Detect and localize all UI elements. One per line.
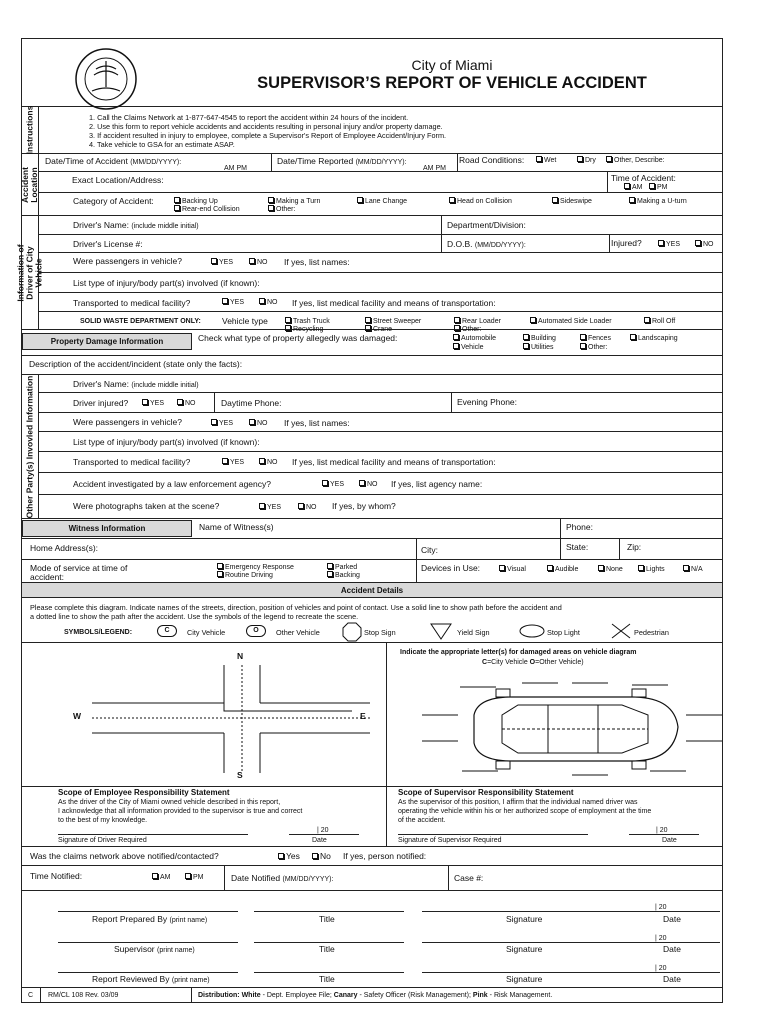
- supervisor-scope-text: of the accident.: [398, 817, 446, 824]
- year-prefix: | 20: [655, 904, 667, 911]
- instructions-section: [22, 107, 722, 154]
- passengers-no-checkbox[interactable]: NO: [249, 258, 268, 268]
- yield-sign-icon: [430, 623, 452, 640]
- property-question: Check what type of property allegedly was damaged:: [198, 333, 398, 343]
- divider: [22, 987, 722, 988]
- pedestrian-legend: Pedestrian: [634, 628, 669, 637]
- cat-sideswipe-checkbox[interactable]: Sideswipe: [552, 197, 592, 207]
- passengers-yes-checkbox[interactable]: YES: [211, 258, 233, 268]
- instruction-item: 3. If accident resulted in injury to employee, complete a Supervisor's Report of Employee Accident/Injury Form.: [89, 131, 447, 140]
- diagram-instructions-2: a dotted line to show the path after the accident. Use the symbols of the legend to recreate the scene.: [30, 612, 359, 621]
- print-name-line[interactable]: [58, 942, 238, 943]
- divider: [619, 539, 620, 559]
- divider: [416, 560, 417, 582]
- date-line[interactable]: [630, 972, 720, 973]
- prop-utilities-checkbox[interactable]: Utilities: [523, 343, 554, 353]
- law-no-checkbox[interactable]: NO: [359, 480, 378, 490]
- stop-light-icon: [519, 624, 545, 638]
- signature-line[interactable]: [422, 972, 630, 973]
- mode-backing-checkbox[interactable]: Backing: [327, 571, 360, 581]
- damage-instructions: Indicate the appropriate letter(s) for damaged areas on vehicle diagram: [400, 649, 637, 656]
- department-field[interactable]: Department/Division:: [447, 220, 526, 230]
- am-pm-label: AM PM: [423, 165, 446, 172]
- prop-vehicle-checkbox[interactable]: Vehicle: [453, 343, 484, 353]
- title-line[interactable]: [254, 972, 404, 973]
- property-section: [22, 330, 722, 356]
- category-label: Category of Accident:: [73, 196, 154, 206]
- injured-yes-checkbox[interactable]: YES: [658, 240, 680, 250]
- mode-emergency-checkbox[interactable]: Emergency Response: [217, 563, 294, 573]
- cat-backing-up-checkbox[interactable]: Backing Up: [174, 197, 218, 207]
- form-header: [22, 39, 722, 107]
- vt-street-sweeper-checkbox[interactable]: Street Sweeper: [365, 317, 421, 327]
- divider: [386, 642, 387, 786]
- law-yes-checkbox[interactable]: YES: [322, 480, 344, 490]
- other-passengers-yes-checkbox[interactable]: YES: [211, 419, 233, 429]
- date-line[interactable]: [629, 834, 699, 835]
- datetime-row: [39, 154, 722, 172]
- description-field[interactable]: Description of the accident/incident (state only the facts):: [29, 359, 243, 369]
- address-row: [22, 539, 722, 560]
- cat-other-checkbox[interactable]: Other:: [268, 205, 295, 215]
- year-prefix: | 20: [655, 935, 667, 942]
- home-address-field[interactable]: Home Address(s):: [30, 543, 99, 553]
- divider: [607, 172, 608, 192]
- yield-sign-legend: Yield Sign: [457, 628, 490, 637]
- signature-label: Signature: [506, 944, 543, 954]
- title-label: Title: [319, 944, 335, 954]
- witness-phone-field[interactable]: Phone:: [566, 522, 593, 532]
- devices-label: Devices in Use:: [421, 563, 481, 573]
- accident-details-band: Accident Details: [22, 583, 722, 598]
- mode-label: Mode of service at time of: [30, 563, 128, 573]
- other-passengers-label: Were passengers in vehicle?: [73, 417, 182, 427]
- prop-building-checkbox[interactable]: Building: [523, 334, 556, 344]
- form-revision: RM/CL 108 Rev. 03/09: [48, 992, 119, 999]
- date-line[interactable]: [630, 911, 720, 912]
- zip-field[interactable]: Zip:: [627, 542, 642, 552]
- other-transported-label: Transported to medical facility?: [73, 457, 191, 467]
- cat-head-on-checkbox[interactable]: Head on Collision: [449, 197, 512, 207]
- section-label: Accident Location: [22, 154, 39, 215]
- divider: [416, 539, 417, 559]
- case-number-field[interactable]: Case #:: [454, 873, 484, 883]
- divider: [560, 539, 561, 559]
- divider: [448, 866, 449, 890]
- page-title: SUPERVISOR’S REPORT OF VEHICLE ACCIDENT: [257, 74, 647, 92]
- divider: [191, 987, 192, 1003]
- transported-row: [39, 293, 722, 312]
- witness-row: [22, 519, 722, 539]
- dob-field[interactable]: D.O.B. (MM/DD/YYYY):: [447, 239, 526, 249]
- title-label: Title: [319, 974, 335, 984]
- accident-report-form: [15, 38, 723, 1003]
- date-label: Date: [312, 837, 327, 844]
- law-label: Accident investigated by a law enforcement agency?: [73, 479, 271, 489]
- person-notified-field[interactable]: If yes, person notified:: [343, 851, 427, 861]
- time-pm-checkbox[interactable]: PM: [649, 183, 668, 193]
- dev-visual-checkbox[interactable]: Visual: [499, 565, 526, 575]
- other-injured-no-checkbox[interactable]: NO: [177, 399, 196, 409]
- location-section: [22, 154, 722, 216]
- divider: [457, 154, 458, 171]
- title-label: Title: [319, 914, 335, 924]
- legend-label: SYMBOLS/LEGEND:: [64, 629, 133, 636]
- date-time-reported-field[interactable]: Date/Time Reported (MM/DD/YYYY):: [277, 156, 407, 166]
- photos-by-whom-field[interactable]: If yes, by whom?: [332, 501, 396, 511]
- divider: [22, 642, 722, 643]
- pedestrian-icon: [611, 623, 631, 639]
- print-name-line[interactable]: [58, 972, 238, 973]
- dev-na-checkbox[interactable]: N/A: [683, 565, 703, 575]
- divider: [441, 235, 442, 252]
- diagram-instructions: Please complete this diagram. Indicate names of the streets, direction, position of vehicles and point of contact. Use a solid line to show path before the accident and: [30, 603, 562, 612]
- west-label: W: [73, 711, 82, 721]
- passengers-row: [39, 253, 722, 273]
- divider: [271, 154, 272, 171]
- distribution-note: Distribution: White - Dept. Employee File; Canary - Safety Officer (Risk Management); Pink - Risk Management.: [198, 992, 553, 999]
- prepared-by-label: Report Prepared By (print name): [92, 914, 208, 924]
- location-row: [39, 172, 722, 193]
- prop-landscaping-checkbox[interactable]: Landscaping: [630, 334, 678, 344]
- other-transported-no-checkbox[interactable]: NO: [259, 458, 278, 468]
- transported-no-checkbox[interactable]: NO: [259, 298, 278, 308]
- city-vehicle-legend: City Vehicle: [187, 628, 226, 637]
- section-label: Information of Driver of City Vehicle: [22, 216, 39, 329]
- photos-label: Were photographs taken at the scene?: [73, 501, 220, 511]
- vehicle-damage-diagram[interactable]: [422, 675, 722, 783]
- road-dry-checkbox[interactable]: Dry: [577, 156, 596, 166]
- instruction-item: 1. Call the Claims Network at 1-877-647-4545 to report the accident within 24 hours of the incident.: [89, 113, 409, 122]
- print-name-line[interactable]: [58, 911, 238, 912]
- damage-legend: C=City Vehicle O=Other Vehicle): [482, 659, 584, 666]
- divider: [441, 216, 442, 234]
- other-injured-yes-checkbox[interactable]: YES: [142, 399, 164, 409]
- photos-yes-checkbox[interactable]: YES: [259, 503, 281, 513]
- vt-trash-truck-checkbox[interactable]: Trash Truck: [285, 317, 330, 327]
- injured-label: Injured?: [611, 238, 642, 248]
- date-line[interactable]: [289, 834, 359, 835]
- other-medical-facility-field[interactable]: If yes, list medical facility and means of transportation:: [292, 457, 496, 467]
- mode-routine-checkbox[interactable]: Routine Driving: [217, 571, 273, 581]
- intersection-diagram[interactable]: [52, 651, 378, 781]
- divider: [40, 987, 41, 1003]
- notified-am-checkbox[interactable]: AM: [152, 873, 171, 883]
- road-conditions-label: Road Conditions:: [459, 155, 525, 165]
- road-other-checkbox[interactable]: Other, Describe:: [606, 156, 665, 166]
- signature-label: Signature: [506, 914, 543, 924]
- divider: [224, 866, 225, 890]
- instruction-item: 2. Use this form to report vehicle accidents and accidents resulting in personal injury and/or property damage.: [89, 122, 443, 131]
- vt-crane-checkbox[interactable]: Crane: [365, 325, 392, 334]
- mode-label-2: accident:: [30, 572, 65, 582]
- signature-line[interactable]: [422, 911, 630, 912]
- title-line[interactable]: [254, 942, 404, 943]
- evening-phone-field[interactable]: Evening Phone:: [457, 397, 518, 407]
- cat-u-turn-checkbox[interactable]: Making a U-turn: [629, 197, 687, 207]
- divider: [22, 786, 722, 787]
- employee-scope-title: Scope of Employee Responsibility Statement: [58, 788, 230, 797]
- other-driver-name-field[interactable]: Driver's Name: (include middle initial): [73, 379, 199, 389]
- medical-facility-field[interactable]: If yes, list medical facility and means of transportation:: [292, 298, 496, 308]
- vt-recycling-checkbox[interactable]: Recycling: [285, 325, 323, 334]
- vt-side-loader-checkbox[interactable]: Automated Side Loader: [530, 317, 612, 327]
- year-prefix: | 20: [317, 827, 329, 834]
- time-notified-field[interactable]: Time Notified:: [30, 871, 83, 881]
- photos-no-checkbox[interactable]: NO: [298, 503, 317, 513]
- property-band: Property Damage Information: [22, 333, 192, 350]
- driver-signature-label: Signature of Driver Required: [58, 837, 147, 844]
- law-row: [39, 473, 722, 495]
- city-vehicle-symbol: C: [157, 625, 177, 637]
- cat-lane-change-checkbox[interactable]: Lane Change: [357, 197, 407, 207]
- driver-section: [15, 216, 722, 333]
- license-row: [39, 235, 722, 253]
- reviewed-by-label: Report Reviewed By (print name): [92, 974, 210, 984]
- road-wet-checkbox[interactable]: Wet: [536, 156, 556, 166]
- supervisor-signature-label: Signature of Supervisor Required: [398, 837, 502, 844]
- mode-row: [22, 560, 722, 583]
- witness-name-field[interactable]: Name of Witness(s): [199, 522, 274, 532]
- stop-sign-legend: Stop Sign: [364, 628, 396, 637]
- other-transported-yes-checkbox[interactable]: YES: [222, 458, 244, 468]
- exact-location-field[interactable]: Exact Location/Address:: [72, 175, 164, 185]
- section-label: Instructions: [22, 107, 39, 153]
- date-label: Date: [663, 974, 681, 984]
- supervisor-scope-text: operating the vehicle within his or her authorized scope of employment at the time: [398, 808, 652, 815]
- notified-pm-checkbox[interactable]: PM: [185, 873, 204, 883]
- time-of-accident-label: Time of Accident:: [611, 173, 676, 183]
- dev-none-checkbox[interactable]: None: [598, 565, 623, 575]
- claims-yes-checkbox[interactable]: Yes: [278, 851, 300, 861]
- date-label: Date: [663, 914, 681, 924]
- north-label: N: [237, 651, 244, 661]
- other-party-section: [22, 375, 722, 519]
- dev-audible-checkbox[interactable]: Audible: [547, 565, 578, 575]
- witness-band: Witness Information: [22, 520, 192, 537]
- other-injury-row: [39, 432, 722, 452]
- claims-no-checkbox[interactable]: No: [312, 851, 331, 861]
- other-vehicle-legend: Other Vehicle: [276, 628, 320, 637]
- state-field[interactable]: State:: [566, 542, 589, 552]
- vt-rear-loader-checkbox[interactable]: Rear Loader: [454, 317, 501, 327]
- stop-sign-icon: [342, 622, 362, 642]
- city-name: City of Miami: [411, 57, 493, 73]
- employee-scope-text: to the best of my knowledge.: [58, 817, 148, 824]
- copy-code: C: [28, 992, 34, 999]
- divider: [214, 393, 215, 412]
- section-label: Other Party(s) Invovled Information: [22, 375, 39, 518]
- south-label: S: [237, 770, 243, 780]
- solid-waste-label: SOLID WASTE DEPARTMENT ONLY:: [80, 318, 201, 325]
- date-line[interactable]: [630, 942, 720, 943]
- injury-row: [39, 273, 722, 293]
- supervisor-scope-title: Scope of Supervisor Responsibility Statement: [398, 788, 574, 797]
- other-injured-label: Driver injured?: [73, 398, 129, 408]
- city-field[interactable]: City:: [421, 545, 438, 555]
- city-seal-logo: [74, 47, 138, 111]
- agency-name-field[interactable]: If yes, list agency name:: [391, 479, 483, 489]
- signature-line[interactable]: [398, 834, 588, 835]
- daytime-phone-field[interactable]: Daytime Phone:: [221, 398, 282, 408]
- time-am-checkbox[interactable]: AM: [624, 183, 643, 193]
- mode-parked-checkbox[interactable]: Parked: [327, 563, 357, 573]
- transported-yes-checkbox[interactable]: YES: [222, 298, 244, 308]
- injury-list-field[interactable]: List type of injury/body part(s) involved (if known):: [73, 278, 260, 288]
- title-line[interactable]: [254, 911, 404, 912]
- date-time-accident-field[interactable]: Date/Time of Accident (MM/DD/YYYY):: [45, 156, 182, 166]
- divider: [386, 786, 387, 846]
- divider: [22, 865, 722, 866]
- signature-label: Signature: [506, 974, 543, 984]
- prop-fences-checkbox[interactable]: Fences: [580, 334, 611, 344]
- east-label: E: [360, 711, 366, 721]
- other-passenger-names-field[interactable]: If yes, list names:: [284, 418, 350, 428]
- year-prefix: | 20: [655, 965, 667, 972]
- divider: [609, 235, 610, 252]
- vt-other-checkbox[interactable]: Other:: [454, 325, 481, 334]
- driver-name-row: [39, 216, 722, 235]
- passenger-names-field[interactable]: If yes, list names:: [284, 257, 350, 267]
- am-pm-label: AM PM: [224, 165, 247, 172]
- employee-scope-text: As the driver of the City of Miami owned vehicle described in this report,: [58, 799, 281, 806]
- dev-lights-checkbox[interactable]: Lights: [638, 565, 665, 575]
- other-vehicle-symbol: O: [246, 625, 266, 637]
- prop-automobile-checkbox[interactable]: Automobile: [453, 334, 496, 344]
- date-label: Date: [663, 944, 681, 954]
- signature-line[interactable]: [58, 834, 248, 835]
- divider: [22, 846, 722, 847]
- employee-scope-text: I acknowledge that all information provided to the supervisor is true and correct: [58, 808, 303, 815]
- other-transported-row: [39, 452, 722, 473]
- other-injured-row: [39, 393, 722, 413]
- prop-other-checkbox[interactable]: Other:: [580, 343, 607, 353]
- other-passengers-row: [39, 413, 722, 432]
- description-row: [22, 356, 722, 375]
- cat-rear-end-checkbox[interactable]: Rear-end Collision: [174, 205, 240, 215]
- divider: [22, 890, 722, 891]
- divider: [560, 519, 561, 538]
- transported-label: Transported to medical facility?: [73, 298, 191, 308]
- cat-making-turn-checkbox[interactable]: Making a Turn: [268, 197, 320, 207]
- stop-light-legend: Stop Light: [547, 628, 580, 637]
- supervisor-label: Supervisor (print name): [114, 944, 195, 954]
- passengers-label: Were passengers in vehicle?: [73, 256, 182, 266]
- date-label: Date: [662, 837, 677, 844]
- signature-line[interactable]: [422, 942, 630, 943]
- other-passengers-no-checkbox[interactable]: NO: [249, 419, 268, 429]
- other-injury-list-field[interactable]: List type of injury/body part(s) involved (if known):: [73, 437, 260, 447]
- injured-no-checkbox[interactable]: NO: [695, 240, 714, 250]
- supervisor-scope-text: As the supervisor of this position, I affirm that the individual named driver was: [398, 799, 638, 806]
- year-prefix: | 20: [656, 827, 668, 834]
- claims-question: Was the claims network above notified/contacted?: [30, 851, 219, 861]
- license-field[interactable]: Driver's License #:: [73, 239, 143, 249]
- vehicle-type-label: Vehicle type: [222, 316, 268, 326]
- instruction-item: 4. Take vehicle to GSA for an estimate ASAP.: [89, 140, 235, 149]
- other-name-row: [39, 375, 722, 393]
- divider: [451, 393, 452, 412]
- date-notified-field[interactable]: Date Notified (MM/DD/YYYY):: [231, 873, 334, 883]
- driver-name-field[interactable]: Driver's Name: (include middle initial): [73, 220, 199, 230]
- vt-roll-off-checkbox[interactable]: Roll Off: [644, 317, 675, 327]
